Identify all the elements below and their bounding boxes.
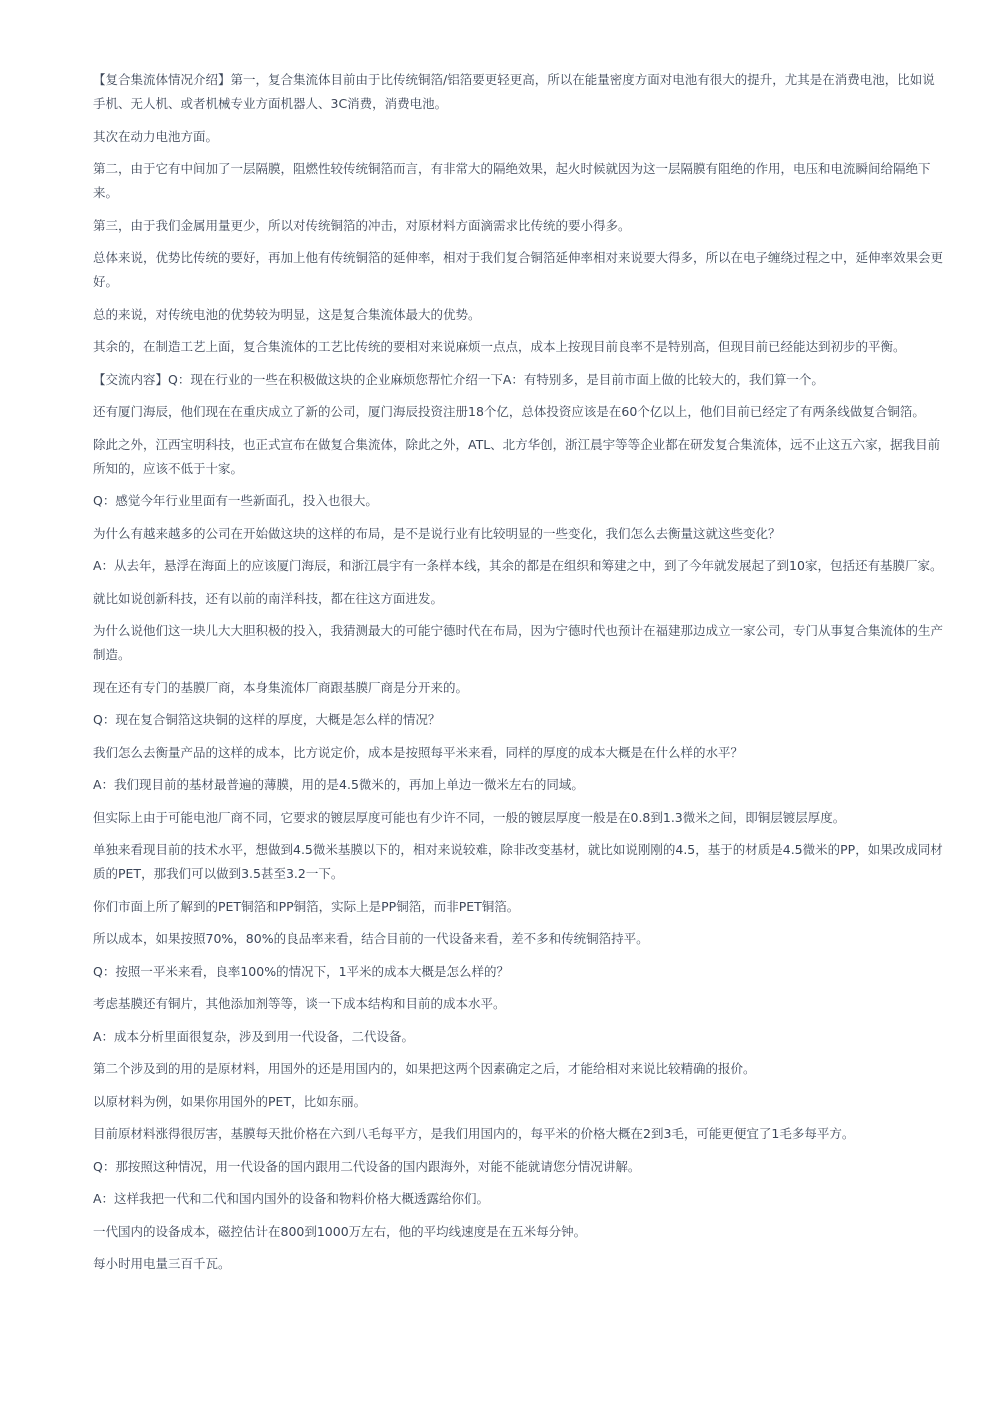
paragraph: A：这样我把一代和二代和国内国外的设备和物料价格大概透露给你们。 — [93, 1191, 490, 1206]
paragraph: 但实际上由于可能电池厂商不同，它要求的镀层厚度可能也有少许不同，一般的镀层厚度一般是在0.8到1.3微米之间，即铜层镀层厚度。 — [93, 809, 846, 825]
paragraph: 你们市面上所了解到的PET铜箔和PP铜箔，实际上是PP铜箔，而非PET铜箔。 — [93, 898, 520, 914]
paragraph: A：从去年，悬浮在海面上的应该厦门海辰，和浙江晨宇有一条样本线，其余的都是在组织和筹建之中，到了今年就发展起了到10家，包括还有基膜厂家。 — [93, 558, 943, 573]
paragraph: Q：感觉今年行业里面有一些新面孔，投入也很大。 — [93, 493, 378, 508]
paragraph: 还有厦门海辰，他们现在在重庆成立了新的公司，厦门海辰投资注册18个亿，总体投资应该是在60个亿以上，他们目前已经定了有两条线做复合铜箔。 — [93, 404, 925, 419]
paragraph: 每小时用电量三百千瓦。 — [93, 1256, 231, 1271]
paragraph: 【交流内容】Q：现在行业的一些在积极做这块的企业麻烦您帮忙介绍一下A：有特别多，是目前市面上做的比较大的，我们算一个。 — [93, 371, 824, 387]
paragraph: 一代国内的设备成本，磁控估计在800到1000万左右，他的平均线速度是在五米每分钟。 — [93, 1223, 587, 1239]
paragraph: A：我们现目前的基材最普遍的薄膜，用的是4.5微米的，再加上单边一微米左右的同域。 — [93, 777, 584, 792]
paragraph: Q：现在复合铜箔这块铜的这样的厚度，大概是怎么样的情况？ — [93, 712, 441, 727]
paragraph: 为什么有越来越多的公司在开始做这块的这样的布局，是不是说行业有比较明显的一些变化，我们怎么去衡量这就这些变化？ — [93, 525, 781, 541]
document-body — [93, 68, 945, 1285]
paragraph: 其余的，在制造工艺上面，复合集流体的工艺比传统的要相对来说麻烦一点点，成本上按现目前良率不是特别高，但现目前已经能达到初步的平衡。 — [93, 339, 906, 354]
paragraph: 【复合集流体情况介绍】第一，复合集流体目前由于比传统铜箔/铝箔要更轻更高，所以在能量密度方面对电池有很大的提升，尤其是在消费电池，比如说手机、无人机、或者机械专业方面机器人、3C消费，消费电池。 — [93, 72, 935, 111]
paragraph: Q：按照一平米来看，良率100%的情况下，1平米的成本大概是怎么样的？ — [93, 963, 510, 979]
paragraph: 考虑基膜还有铜片，其他添加剂等等，谈一下成本结构和目前的成本水平。 — [93, 996, 506, 1011]
paragraph: 第三，由于我们金属用量更少，所以对传统铜箔的冲击，对原材料方面滴需求比传统的要小得多。 — [93, 217, 631, 233]
paragraph: 第二个涉及到的用的是原材料，用国外的还是用国内的，如果把这两个因素确定之后，才能给相对来说比较精确的报价。 — [93, 1061, 756, 1076]
paragraph: 我们怎么去衡量产品的这样的成本，比方说定价，成本是按照每平米来看，同样的厚度的成本大概是在什么样的水平？ — [93, 744, 744, 760]
paragraph: Q：那按照这种情况，用一代设备的国内跟用二代设备的国内跟海外，对能不能就请您分情况讲解。 — [93, 1158, 641, 1174]
paragraph: 除此之外，江西宝明科技，也正式宣布在做复合集流体，除此之外，ATL、北方华创，浙江晨宇等等企业都在研发复合集流体，远不止这五六家，据我目前所知的，应该不低于十家。 — [93, 436, 941, 476]
paragraph: 所以成本，如果按照70%，80%的良品率来看，结合目前的一代设备来看，差不多和传统铜箔持平。 — [93, 931, 649, 946]
paragraph: 以原材料为例，如果你用国外的PET，比如东丽。 — [93, 1093, 367, 1109]
paragraph: 现在还有专门的基膜厂商，本身集流体厂商跟基膜厂商是分开来的。 — [93, 679, 469, 695]
paragraph: 目前原材料涨得很厉害，基膜每天批价格在六到八毛每平方，是我们用国内的，每平米的价格大概在2到3毛，可能更便宜了1毛多每平方。 — [93, 1126, 855, 1141]
paragraph: A：成本分析里面很复杂，涉及到用一代设备，二代设备。 — [93, 1028, 415, 1044]
paragraph: 其次在动力电池方面。 — [93, 128, 219, 144]
paragraph: 单独来看现目前的技术水平，想做到4.5微米基膜以下的，相对来说较难，除非改变基材，就比如说刚刚的4.5，基于的材质是4.5微米的PP，如果改成同材质的PET，那我们可以做到3.5甚至3.2一下。 — [93, 842, 943, 881]
paragraph: 总体来说，优势比传统的要好，再加上他有传统铜箔的延伸率，相对于我们复合铜箔延伸率相对来说要大得多，所以在电子缠绕过程之中，延伸率效果会更好。 — [93, 250, 944, 289]
paragraph: 第二，由于它有中间加了一层隔膜，阻燃性较传统铜箔而言，有非常大的隔绝效果，起火时候就因为这一层隔膜有阻绝的作用，电压和电流瞬间给隔绝下来。 — [93, 161, 931, 200]
paragraph: 为什么说他们这一块儿大大胆积极的投入，我猜测最大的可能宁德时代在布局，因为宁德时代也预计在福建那边成立一家公司，专门从事复合集流体的生产制造。 — [93, 623, 944, 662]
paragraph: 总的来说，对传统电池的优势较为明显，这是复合集流体最大的优势。 — [93, 306, 481, 322]
paragraph: 就比如说创新科技，还有以前的南洋科技，都在往这方面进发。 — [93, 590, 444, 606]
